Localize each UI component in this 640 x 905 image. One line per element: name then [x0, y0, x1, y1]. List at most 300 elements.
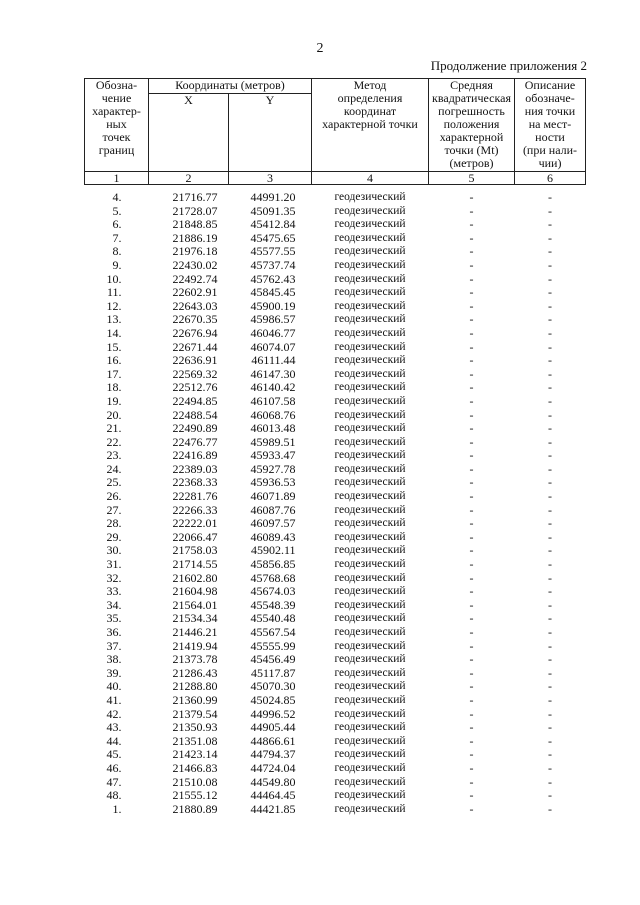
error-cell: - — [469, 461, 474, 476]
description-cell: - — [548, 516, 552, 531]
table-row — [85, 273, 586, 287]
table-row — [85, 721, 586, 735]
x-coordinate-cell: 21564.01 — [172, 597, 218, 612]
description-cell: - — [548, 801, 552, 816]
x-coordinate-cell: 22512.76 — [172, 380, 218, 395]
method-cell: геодезический — [334, 761, 406, 774]
method-cell: геодезический — [334, 422, 406, 435]
point-number-cell: 22. — [106, 434, 122, 449]
table-row — [85, 409, 586, 423]
method-cell: геодезический — [334, 626, 406, 638]
y-coordinate-cell: 46089.43 — [250, 529, 296, 544]
table-row — [85, 599, 586, 613]
point-number-cell: 45. — [106, 747, 122, 762]
x-coordinate-cell: 22670.35 — [172, 312, 218, 327]
y-coordinate-cell: 46140.42 — [250, 380, 296, 395]
point-number-cell: 30. — [106, 543, 122, 558]
x-coordinate-cell: 21714.55 — [172, 557, 218, 572]
error-cell: - — [469, 380, 474, 395]
table-row — [85, 762, 586, 776]
table-row — [85, 368, 586, 382]
method-cell: геодезический — [334, 258, 406, 271]
y-coordinate-cell: 45577.55 — [250, 244, 296, 259]
description-cell: - — [548, 557, 552, 572]
error-cell: - — [469, 665, 474, 680]
description-cell: - — [548, 339, 552, 354]
description-cell: - — [548, 448, 552, 463]
point-number-cell: 8. — [112, 244, 122, 259]
description-cell: - — [548, 611, 552, 626]
header-x: X — [149, 94, 229, 172]
y-coordinate-cell: 44464.45 — [250, 788, 296, 803]
method-cell: геодезический — [334, 408, 406, 421]
description-cell: - — [548, 312, 552, 327]
x-coordinate-cell: 22222.01 — [172, 516, 218, 531]
header-description: Описание обозначе- ния точки на мест- ности (при нали- чии) — [515, 79, 586, 172]
table-row — [85, 735, 586, 749]
table-row — [85, 504, 586, 518]
error-cell: - — [469, 625, 474, 639]
table-row — [85, 572, 586, 586]
error-cell: - — [469, 271, 474, 286]
description-cell: - — [548, 706, 552, 721]
error-cell: - — [469, 203, 474, 218]
table-row — [85, 789, 586, 803]
description-cell: - — [548, 230, 552, 245]
error-cell: - — [469, 257, 474, 272]
y-coordinate-cell: 45117.87 — [250, 665, 296, 680]
method-cell: геодезический — [334, 435, 406, 448]
error-cell: - — [469, 407, 474, 422]
table-row — [85, 476, 586, 490]
x-coordinate-cell: 22266.33 — [172, 502, 218, 517]
method-cell: геодезический — [334, 585, 406, 598]
point-number-cell: 21. — [106, 421, 122, 436]
x-coordinate-cell: 21604.98 — [172, 584, 218, 599]
description-cell: - — [548, 597, 552, 612]
method-cell: геодезический — [334, 775, 406, 788]
description-cell: - — [548, 271, 552, 286]
table-row — [85, 694, 586, 708]
method-cell: геодезический — [334, 340, 406, 353]
method-cell: геодезический — [334, 789, 406, 802]
header-point-designation: Обозна- чение характер- ных точек границ — [85, 79, 149, 172]
x-coordinate-cell: 21286.43 — [172, 665, 218, 680]
point-number-cell: 19. — [106, 393, 122, 408]
description-cell: - — [548, 285, 552, 300]
error-cell: - — [469, 285, 474, 300]
x-coordinate-cell: 21848.85 — [172, 217, 218, 232]
x-coordinate-cell: 22676.94 — [172, 325, 218, 340]
description-cell: - — [548, 760, 552, 775]
point-number-cell: 31. — [106, 557, 122, 572]
table-row — [85, 341, 586, 355]
method-cell: геодезический — [334, 326, 406, 339]
y-coordinate-cell: 45768.68 — [250, 570, 296, 585]
method-cell: геодезический — [334, 191, 406, 203]
y-coordinate-cell: 45936.53 — [250, 475, 296, 490]
description-cell: - — [548, 638, 552, 653]
error-cell: - — [469, 339, 474, 354]
table-row — [85, 259, 586, 273]
method-cell: геодезический — [334, 544, 406, 557]
method-cell: геодезический — [334, 476, 406, 489]
point-number-cell: 6. — [112, 217, 122, 232]
description-cell: - — [548, 679, 552, 694]
x-coordinate-cell: 21350.93 — [172, 720, 218, 735]
point-number-cell: 12. — [106, 298, 122, 313]
method-cell: геодезический — [334, 707, 406, 720]
point-number-cell: 39. — [106, 665, 122, 680]
header-num-3: 3 — [229, 172, 312, 185]
error-cell: - — [469, 312, 474, 327]
x-coordinate-cell: 22636.91 — [172, 353, 218, 368]
table-row — [85, 218, 586, 232]
x-coordinate-cell: 22569.32 — [172, 366, 218, 381]
x-coordinate-cell: 21758.03 — [172, 543, 218, 558]
error-cell: - — [469, 489, 474, 504]
point-number-cell: 16. — [106, 353, 122, 368]
x-coordinate-cell: 22671.44 — [172, 339, 218, 354]
y-coordinate-cell: 44996.52 — [250, 706, 296, 721]
table-row — [85, 653, 586, 667]
method-cell: геодезический — [334, 204, 406, 217]
x-coordinate-cell: 22490.89 — [172, 421, 218, 436]
point-number-cell: 20. — [106, 407, 122, 422]
error-cell: - — [469, 421, 474, 436]
error-cell: - — [469, 353, 474, 368]
point-number-cell: 10. — [106, 271, 122, 286]
x-coordinate-cell: 21423.14 — [172, 747, 218, 762]
x-coordinate-cell: 21466.83 — [172, 760, 218, 775]
error-cell: - — [469, 760, 474, 775]
description-cell: - — [548, 720, 552, 735]
point-number-cell: 32. — [106, 570, 122, 585]
table-row — [85, 531, 586, 545]
y-coordinate-cell: 45548.39 — [250, 597, 296, 612]
x-coordinate-cell: 21555.12 — [172, 788, 218, 803]
description-cell: - — [548, 570, 552, 585]
method-cell: геодезический — [334, 748, 406, 761]
point-number-cell: 47. — [106, 774, 122, 789]
method-cell: геодезический — [334, 218, 406, 231]
error-cell: - — [469, 720, 474, 735]
error-cell: - — [469, 475, 474, 490]
y-coordinate-cell: 44866.61 — [250, 733, 296, 748]
point-number-cell: 1. — [112, 801, 122, 816]
y-coordinate-cell: 45674.03 — [250, 584, 296, 599]
table-row — [85, 612, 586, 626]
point-number-cell: 35. — [106, 611, 122, 626]
error-cell: - — [469, 393, 474, 408]
description-cell: - — [548, 366, 552, 381]
point-number-cell: 43. — [106, 720, 122, 735]
x-coordinate-cell: 21534.34 — [172, 611, 218, 626]
point-number-cell: 9. — [112, 257, 122, 272]
x-coordinate-cell: 21716.77 — [172, 190, 218, 204]
x-coordinate-cell: 21446.21 — [172, 625, 218, 639]
x-coordinate-cell: 21976.18 — [172, 244, 218, 259]
table-row — [85, 381, 586, 395]
error-cell: - — [469, 679, 474, 694]
point-number-cell: 44. — [106, 733, 122, 748]
description-cell: - — [548, 421, 552, 436]
method-cell: геодезический — [334, 354, 406, 367]
description-cell: - — [548, 529, 552, 544]
coordinates-table — [84, 78, 586, 816]
y-coordinate-cell: 46111.44 — [251, 353, 296, 368]
method-cell: геодезический — [334, 693, 406, 706]
y-coordinate-cell: 46068.76 — [250, 407, 296, 422]
table-row — [85, 626, 586, 640]
description-cell: - — [548, 788, 552, 803]
error-cell: - — [469, 652, 474, 667]
header-num-4: 4 — [312, 172, 429, 185]
x-coordinate-cell: 22476.77 — [172, 434, 218, 449]
x-coordinate-cell: 21886.19 — [172, 230, 218, 245]
error-cell: - — [469, 230, 474, 245]
error-cell: - — [469, 584, 474, 599]
x-coordinate-cell: 21602.80 — [172, 570, 218, 585]
error-cell: - — [469, 190, 474, 204]
method-cell: геодезический — [334, 394, 406, 407]
table-row — [85, 422, 586, 436]
y-coordinate-cell: 45845.45 — [250, 285, 296, 300]
table-row — [85, 185, 586, 205]
y-coordinate-cell: 45989.51 — [250, 434, 296, 449]
header-y: Y — [229, 94, 312, 172]
table-row — [85, 463, 586, 477]
method-cell: геодезический — [334, 231, 406, 244]
table-row — [85, 449, 586, 463]
y-coordinate-cell: 44794.37 — [250, 747, 296, 762]
table-row — [85, 517, 586, 531]
description-cell: - — [548, 298, 552, 313]
y-coordinate-cell: 46074.07 — [250, 339, 296, 354]
error-cell: - — [469, 733, 474, 748]
table-row — [85, 667, 586, 681]
description-cell: - — [548, 190, 552, 204]
table-row — [85, 232, 586, 246]
method-cell: геодезический — [334, 381, 406, 394]
error-cell: - — [469, 434, 474, 449]
y-coordinate-cell: 44549.80 — [250, 774, 296, 789]
y-coordinate-cell: 45986.57 — [250, 312, 296, 327]
point-number-cell: 40. — [106, 679, 122, 694]
header-num-5: 5 — [429, 172, 515, 185]
description-cell: - — [548, 502, 552, 517]
header-num-2: 2 — [149, 172, 229, 185]
x-coordinate-cell: 22416.89 — [172, 448, 218, 463]
point-number-cell: 25. — [106, 475, 122, 490]
error-cell: - — [469, 788, 474, 803]
method-cell: геодезический — [334, 639, 406, 652]
point-number-cell: 18. — [106, 380, 122, 395]
table-row — [85, 680, 586, 694]
x-coordinate-cell: 22368.33 — [172, 475, 218, 490]
table-row — [85, 205, 586, 219]
y-coordinate-cell: 45024.85 — [250, 692, 296, 707]
x-coordinate-cell: 21510.08 — [172, 774, 218, 789]
description-cell: - — [548, 203, 552, 218]
y-coordinate-cell: 46046.77 — [250, 325, 296, 340]
point-number-cell: 7. — [112, 230, 122, 245]
table-row — [85, 313, 586, 327]
header-num-6: 6 — [515, 172, 586, 185]
description-cell: - — [548, 353, 552, 368]
point-number-cell: 48. — [106, 788, 122, 803]
x-coordinate-cell: 21373.78 — [172, 652, 218, 667]
x-coordinate-cell: 21288.80 — [172, 679, 218, 694]
y-coordinate-cell: 45412.84 — [250, 217, 296, 232]
y-coordinate-cell: 45927.78 — [250, 461, 296, 476]
description-cell: - — [548, 733, 552, 748]
description-cell: - — [548, 665, 552, 680]
description-cell: - — [548, 489, 552, 504]
table-row — [85, 585, 586, 599]
header-num-1: 1 — [85, 172, 149, 185]
description-cell: - — [548, 692, 552, 707]
error-cell: - — [469, 543, 474, 558]
description-cell: - — [548, 217, 552, 232]
table-row — [85, 708, 586, 722]
point-number-cell: 15. — [106, 339, 122, 354]
y-coordinate-cell: 45933.47 — [250, 448, 296, 463]
y-coordinate-cell: 45567.54 — [250, 625, 296, 639]
y-coordinate-cell: 44905.44 — [250, 720, 296, 735]
point-number-cell: 17. — [106, 366, 122, 381]
y-coordinate-cell: 46097.57 — [250, 516, 296, 531]
table-row — [85, 490, 586, 504]
description-cell: - — [548, 257, 552, 272]
table-row — [85, 640, 586, 654]
method-cell: геодезический — [334, 802, 406, 815]
point-number-cell: 37. — [106, 638, 122, 653]
x-coordinate-cell: 22492.74 — [172, 271, 218, 286]
description-cell: - — [548, 393, 552, 408]
y-coordinate-cell: 45540.48 — [250, 611, 296, 626]
method-cell: геодезический — [334, 666, 406, 679]
error-cell: - — [469, 516, 474, 531]
header-method: Метод определения координат характерной точки — [312, 79, 429, 172]
method-cell: геодезический — [334, 367, 406, 380]
y-coordinate-cell: 45070.30 — [250, 679, 296, 694]
y-coordinate-cell: 45762.43 — [250, 271, 296, 286]
description-cell: - — [548, 325, 552, 340]
description-cell: - — [548, 434, 552, 449]
error-cell: - — [469, 529, 474, 544]
y-coordinate-cell: 45737.74 — [250, 257, 296, 272]
point-number-cell: 41. — [106, 692, 122, 707]
point-number-cell: 36. — [106, 625, 122, 639]
description-cell: - — [548, 244, 552, 259]
y-coordinate-cell: 44991.20 — [250, 190, 296, 204]
description-cell: - — [548, 774, 552, 789]
y-coordinate-cell: 45475.65 — [250, 230, 296, 245]
y-coordinate-cell: 44421.85 — [250, 801, 296, 816]
error-cell: - — [469, 244, 474, 259]
x-coordinate-cell: 22430.02 — [172, 257, 218, 272]
error-cell: - — [469, 366, 474, 381]
x-coordinate-cell: 22488.54 — [172, 407, 218, 422]
method-cell: геодезический — [334, 653, 406, 666]
table-row — [85, 245, 586, 259]
error-cell: - — [469, 801, 474, 816]
method-cell: геодезический — [334, 490, 406, 503]
error-cell: - — [469, 325, 474, 340]
description-cell: - — [548, 461, 552, 476]
y-coordinate-cell: 46147.30 — [250, 366, 296, 381]
point-number-cell: 26. — [106, 489, 122, 504]
point-number-cell: 33. — [106, 584, 122, 599]
x-coordinate-cell: 22066.47 — [172, 529, 218, 544]
header-coordinates-group: Координаты (метров) — [149, 79, 312, 94]
method-cell: геодезический — [334, 530, 406, 543]
error-cell: - — [469, 638, 474, 653]
x-coordinate-cell: 22494.85 — [172, 393, 218, 408]
x-coordinate-cell: 21351.08 — [172, 733, 218, 748]
table-row — [85, 395, 586, 409]
y-coordinate-cell: 46107.58 — [250, 393, 296, 408]
point-number-cell: 27. — [106, 502, 122, 517]
method-cell: геодезический — [334, 272, 406, 285]
method-cell: геодезический — [334, 449, 406, 462]
table-row — [85, 544, 586, 558]
method-cell: геодезический — [334, 503, 406, 516]
error-cell: - — [469, 706, 474, 721]
method-cell: геодезический — [334, 462, 406, 475]
method-cell: геодезический — [334, 571, 406, 584]
description-cell: - — [548, 584, 552, 599]
error-cell: - — [469, 298, 474, 313]
error-cell: - — [469, 217, 474, 232]
table-row — [85, 558, 586, 572]
y-coordinate-cell: 45856.85 — [250, 557, 296, 572]
page-number: 2 — [316, 41, 324, 56]
method-cell: геодезический — [334, 558, 406, 571]
error-cell: - — [469, 557, 474, 572]
point-number-cell: 5. — [112, 203, 122, 218]
method-cell: геодезический — [334, 299, 406, 312]
table-row — [85, 300, 586, 314]
description-cell: - — [548, 407, 552, 422]
point-number-cell: 24. — [106, 461, 122, 476]
table-row — [85, 354, 586, 368]
x-coordinate-cell: 21379.54 — [172, 706, 218, 721]
table-body — [85, 185, 586, 817]
method-cell: геодезический — [334, 286, 406, 299]
y-coordinate-cell: 46071.89 — [250, 489, 296, 504]
description-cell: - — [548, 380, 552, 395]
y-coordinate-cell: 45900.19 — [250, 298, 296, 313]
error-cell: - — [469, 597, 474, 612]
description-cell: - — [548, 543, 552, 558]
table-row — [85, 776, 586, 790]
error-cell: - — [469, 448, 474, 463]
method-cell: геодезический — [334, 721, 406, 734]
point-number-cell: 14. — [106, 325, 122, 340]
method-cell: геодезический — [334, 612, 406, 625]
error-cell: - — [469, 692, 474, 707]
error-cell: - — [469, 502, 474, 517]
x-coordinate-cell: 22643.03 — [172, 298, 218, 313]
y-coordinate-cell: 45091.35 — [250, 203, 296, 218]
description-cell: - — [548, 652, 552, 667]
method-cell: геодезический — [334, 598, 406, 611]
point-number-cell: 23. — [106, 448, 122, 463]
table-row — [85, 748, 586, 762]
method-cell: геодезический — [334, 517, 406, 530]
